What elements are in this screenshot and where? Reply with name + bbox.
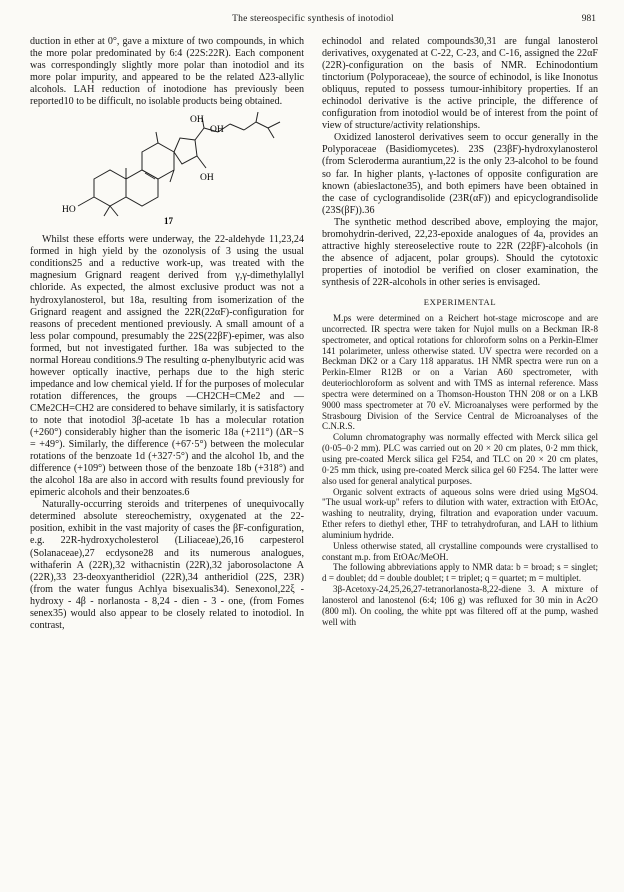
experimental-heading: EXPERIMENTAL: [423, 296, 497, 307]
structure-17: [30, 112, 304, 228]
experimental-paragraph-1: M.ps were determined on a Reichert hot-stage microscope and are uncorrected. IR spectra were taken for Nujol mulls on a Beckman IR-8 spectrometer, and optical rotations for chloroform solns on a Perkin-Elmer 141 polarimeter, unless otherwise stated. UV spectra were recorded on a Beckman DK2 or a Cary 118 apparatus. 1H NMR spectra were run on a Perkin-Elmer R12B or on a Varian A60 spectrometer, with deuteriochloroform as solvent and with TMS as internal reference. Mass spectra were determined on a Thomson-Houston THN 208 or on a LKB 9000 mass spectrometer at 70 eV. Microanalyses were performed by the Strasbourg Division of the Service Central de Microanalyses of the C.N.R.S.: [322, 313, 598, 432]
left-column: [30, 36, 304, 632]
left-paragraph-3: Naturally-occurring steroids and triterpenes of unequivocally determined absolute stereochemistry, oxygenated at the 22-position, exhibit in the vast majority of cases the βF-configuration, e.g. 22R-hydroxycholesterol (Liliaceae),26,16 carpesterol (Solanaceae),27 ecdysone28 and its numerous analogues, withaferin A (22R),32 withacnistin (22R),32 jaborosolactone A (22R),33 23-deoxyantheridiol (22R),34 antheridiol (22S, 23R) (from the water fungus Achlya bisexualis34). Senexonol,22ξ - hydroxy - 4β - norlanosta - 8,24 - dien - 3 - one, (from Fomes senex35) would also appear to be closely related to inotodiol. In contrast,: [30, 499, 304, 631]
ho-label-left: HO: [62, 205, 76, 216]
steroid-structure-drawing: [30, 112, 304, 228]
experimental-paragraph-4: Unless otherwise stated, all crystalline compounds were crystallised to constant m.p. from EtOAc/MeOH.: [322, 540, 598, 562]
running-header: [30, 14, 596, 28]
right-paragraph-2: Oxidized lanosterol derivatives seem to occur generally in the Polyporaceae (Basidiomycetes). 23S (23βF)-hydroxylanosterol (from Scleroderma aurantium,22 is the only 23-alcohol to be found so far. In higher plants, γ-lactones of opposite configuration are known (abieslactone35), and both epimers have been obtained in the case of cyclograndisolide (23R(αF)) and epicyclograndisolide (23S(βF)).36: [322, 132, 598, 216]
experimental-section: [322, 313, 598, 627]
running-title: The stereospecific synthesis of inotodiol: [232, 14, 394, 24]
left-paragraph-1: duction in ether at 0°, gave a mixture of two compounds, in which the more polar predominated by 6:4 (22S:22R). Each component was correspondingly slightly more polar than inotodiol and its more polar impurity, and appeared to be the related Δ23-allylic alcohols. LAH reduction of inotodione has previously been reported10 to be difficult, no isolable products being obtained.: [30, 36, 304, 108]
left-paragraph-2: Whilst these efforts were underway, the 22-aldehyde 11,23,24 formed in high yield by the ozonolysis of 3 using the usual conditions25 and a reductive work-up, was treated with the magnesium Grignard reagent derived from γ,γ-dimethylallyl chloride. As expected, the almost exclusive product was not a hydroxylanosterol, but 18a, resulting from isomerization of the Grignard reagent and assigned the 22R(22αF)-configuration for reasons of precedent mentioned previously. A small amount of a less polar compound, presumably the 22S(22βF)-epimer, was also formed, but not investigated further. 18a was subjected to the normal Horeau conditions.9 The resulting α-phenylbutyric acid was however optically inactive, perhaps due to the high steric impedance and low chemical yield. If for the purposes of molecular rotation differences, the groups —CH2CH=CMe2 and —CMe2CH=CH2 are considered to behave similarly, it is satisfactory to note that inotodiol 3β-acetate 1b has a molecular rotation (+260°) considerably higher than the isomeric 18a (+211°) (ΔR−S = +49°). Similarly, the difference (+67·5°) between the molecular rotations of the benzoate 1d (+327·5°) and the alcohol 1b, and the difference (+109°) between those of the benzoate 18b (+318°) and the alcohol 18a are also in accord with results found previously for epimeric alcohols and their benzoates.6: [30, 234, 304, 499]
experimental-paragraph-3: Organic solvent extracts of aqueous solns were dried using MgSO4. "The usual work-up" refers to dilution with water, extraction with EtOAc, washing to neutrality, drying, filtration and evaporation under vacuum. Ether refers to diethyl ether, THF to tetrahydrofuran, and LAH to lithium aluminium hydride.: [322, 486, 598, 540]
right-paragraph-1: echinodol and related compounds30,31 are fungal lanosterol derivatives, oxygenated at C-22, C-23, and C-16, assigned the 22αF (22R)-configuration on the basis of NMR. Echinodontium tinctorium (Polyporaceae), the source of echinodol, is like Inonotus obliquus, reputed to possess tumour-inhibitory properties. If an echinodol derivative is the active principle, the difference of configuration from inotodiol would be of interest from the point of view of structure/activity relationships.: [322, 36, 598, 132]
experimental-paragraph-2: Column chromatography was normally effected with Merck silica gel (0·05–0·2 mm). PLC was carried out on 20 × 20 cm plates, 0·2 mm thick, using pre-coated Merck silica gel F254, and TLC on 20 × 20 cm plates, 0·25 mm thick, using pre-coated Merck silica gel 60 F254. The latter were also used for general analytical purposes.: [322, 432, 598, 486]
oh-label-bottom: OH: [200, 173, 214, 184]
oh-label-top-2: OH: [210, 125, 224, 136]
compound-number-label: 17: [164, 216, 173, 227]
page-number: 981: [581, 14, 596, 24]
experimental-paragraph-6: 3β-Acetoxy-24,25,26,27-tetranorlanosta-8,22-diene 3. A mixture of lanosterol and lanostenol (6:4; 106 g) was refluxed for 30 min in Ac2O (800 ml). On cooling, the white ppt was filtered off at the pump, washed well with: [322, 584, 598, 627]
oh-label-top-1: OH: [190, 115, 204, 126]
experimental-paragraph-5: The following abbreviations apply to NMR data: b = broad; s = singlet; d = doublet; dd = double doublet; t = triplet; q = quartet; m = multiplet.: [322, 562, 598, 584]
right-column: [322, 36, 598, 628]
right-paragraph-3: The synthetic method described above, employing the major, bromohydrin-derived, 22,23-epoxide analogues of 4a, provides an attractive highly stereoselective route to 22R (22βF)-alcohols (in the absence of adjacent, polar groups). Should the cytotoxic properties of inotodiol be verified on closer examination, the synthesis of 22R-alcohols in other series is envisaged.: [322, 216, 598, 288]
